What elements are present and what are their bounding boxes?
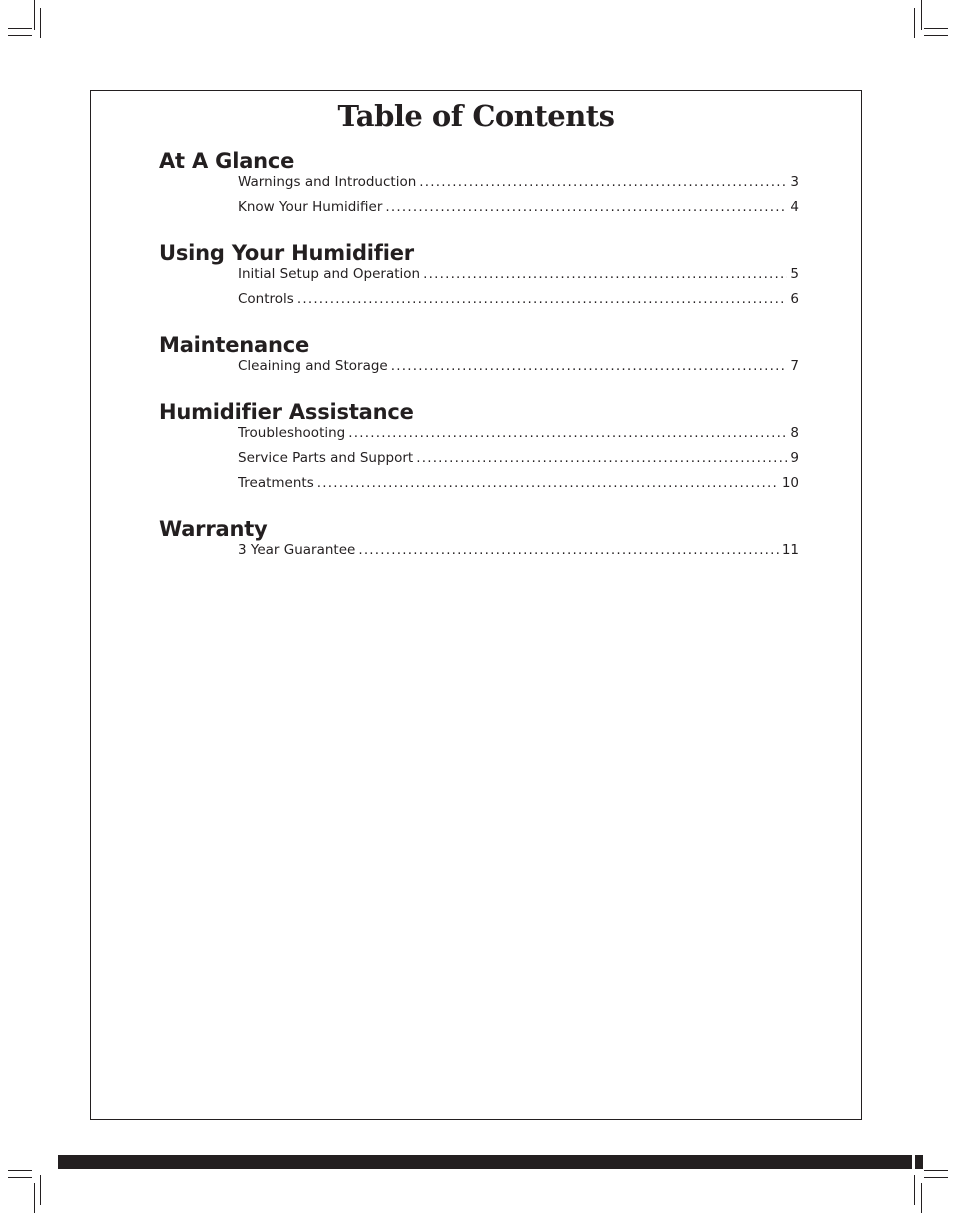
crop-mark — [40, 1175, 41, 1205]
section-heading: Humidifier Assistance — [159, 400, 414, 424]
dot-leader — [423, 265, 787, 283]
toc-entry-label: 3 Year Guarantee — [238, 542, 356, 558]
crop-mark — [914, 8, 915, 38]
toc-entry[interactable] — [238, 541, 799, 566]
toc-entry[interactable] — [238, 357, 799, 382]
toc-entry-label: Treatments — [238, 475, 314, 491]
dot-leader — [348, 424, 787, 442]
crop-mark — [8, 28, 32, 29]
toc-section — [159, 149, 799, 223]
toc-entry-page-number: 7 — [790, 358, 799, 374]
crop-mark — [8, 1177, 32, 1178]
toc-entry-label: Warnings and Introduction — [238, 174, 417, 190]
crop-mark — [8, 1170, 32, 1171]
crop-mark — [34, 1183, 35, 1213]
crop-mark — [924, 1170, 948, 1171]
toc-section — [159, 400, 799, 499]
section-heading: At A Glance — [159, 149, 295, 173]
toc-entry-label: Know Your Humidifier — [238, 199, 383, 215]
dot-leader — [385, 198, 787, 216]
dot-leader — [317, 474, 779, 492]
toc-section — [159, 241, 799, 315]
dot-leader — [416, 449, 787, 467]
crop-mark — [40, 8, 41, 38]
toc-entry[interactable] — [238, 474, 799, 499]
dot-leader — [297, 290, 788, 308]
toc-entry-label: Controls — [238, 291, 294, 307]
toc-entry[interactable] — [238, 290, 799, 315]
crop-mark — [8, 35, 32, 36]
dot-leader — [358, 541, 778, 559]
toc-entry-page-number: 9 — [790, 450, 799, 466]
crop-mark — [34, 0, 35, 30]
toc-entry[interactable] — [238, 424, 799, 449]
toc-entry-page-number: 11 — [781, 542, 799, 558]
toc-entry-label: Cleaining and Storage — [238, 358, 388, 374]
toc-entry-page-number: 8 — [790, 425, 799, 441]
page-title: Table of Contents — [337, 99, 615, 133]
toc-section — [159, 517, 799, 566]
toc-entry-page-number: 3 — [790, 174, 799, 190]
crop-mark — [924, 1177, 948, 1178]
crop-mark — [921, 0, 922, 30]
dot-leader — [391, 357, 788, 375]
section-heading: Warranty — [159, 517, 268, 541]
toc-entry[interactable] — [238, 198, 799, 223]
page-frame — [90, 90, 862, 1120]
section-heading: Maintenance — [159, 333, 310, 357]
toc-entry-page-number: 5 — [790, 266, 799, 282]
toc-entry-label: Troubleshooting — [238, 425, 346, 441]
toc-entry-label: Initial Setup and Operation — [238, 266, 421, 282]
toc-entry-page-number: 10 — [781, 475, 799, 491]
crop-mark — [924, 28, 948, 29]
toc-entry-page-number: 6 — [790, 291, 799, 307]
table-of-contents — [159, 149, 799, 584]
toc-entry[interactable] — [238, 449, 799, 474]
toc-entry[interactable] — [238, 265, 799, 290]
crop-mark — [921, 1183, 922, 1213]
crop-mark — [924, 35, 948, 36]
toc-entry-label: Service Parts and Support — [238, 450, 414, 466]
toc-entry[interactable] — [238, 173, 799, 198]
footer-bar — [58, 1155, 912, 1169]
toc-entry-page-number: 4 — [790, 199, 799, 215]
crop-mark — [914, 1175, 915, 1205]
toc-section — [159, 333, 799, 382]
section-heading: Using Your Humidifier — [159, 241, 414, 265]
footer-tab — [915, 1155, 923, 1169]
dot-leader — [419, 173, 787, 191]
